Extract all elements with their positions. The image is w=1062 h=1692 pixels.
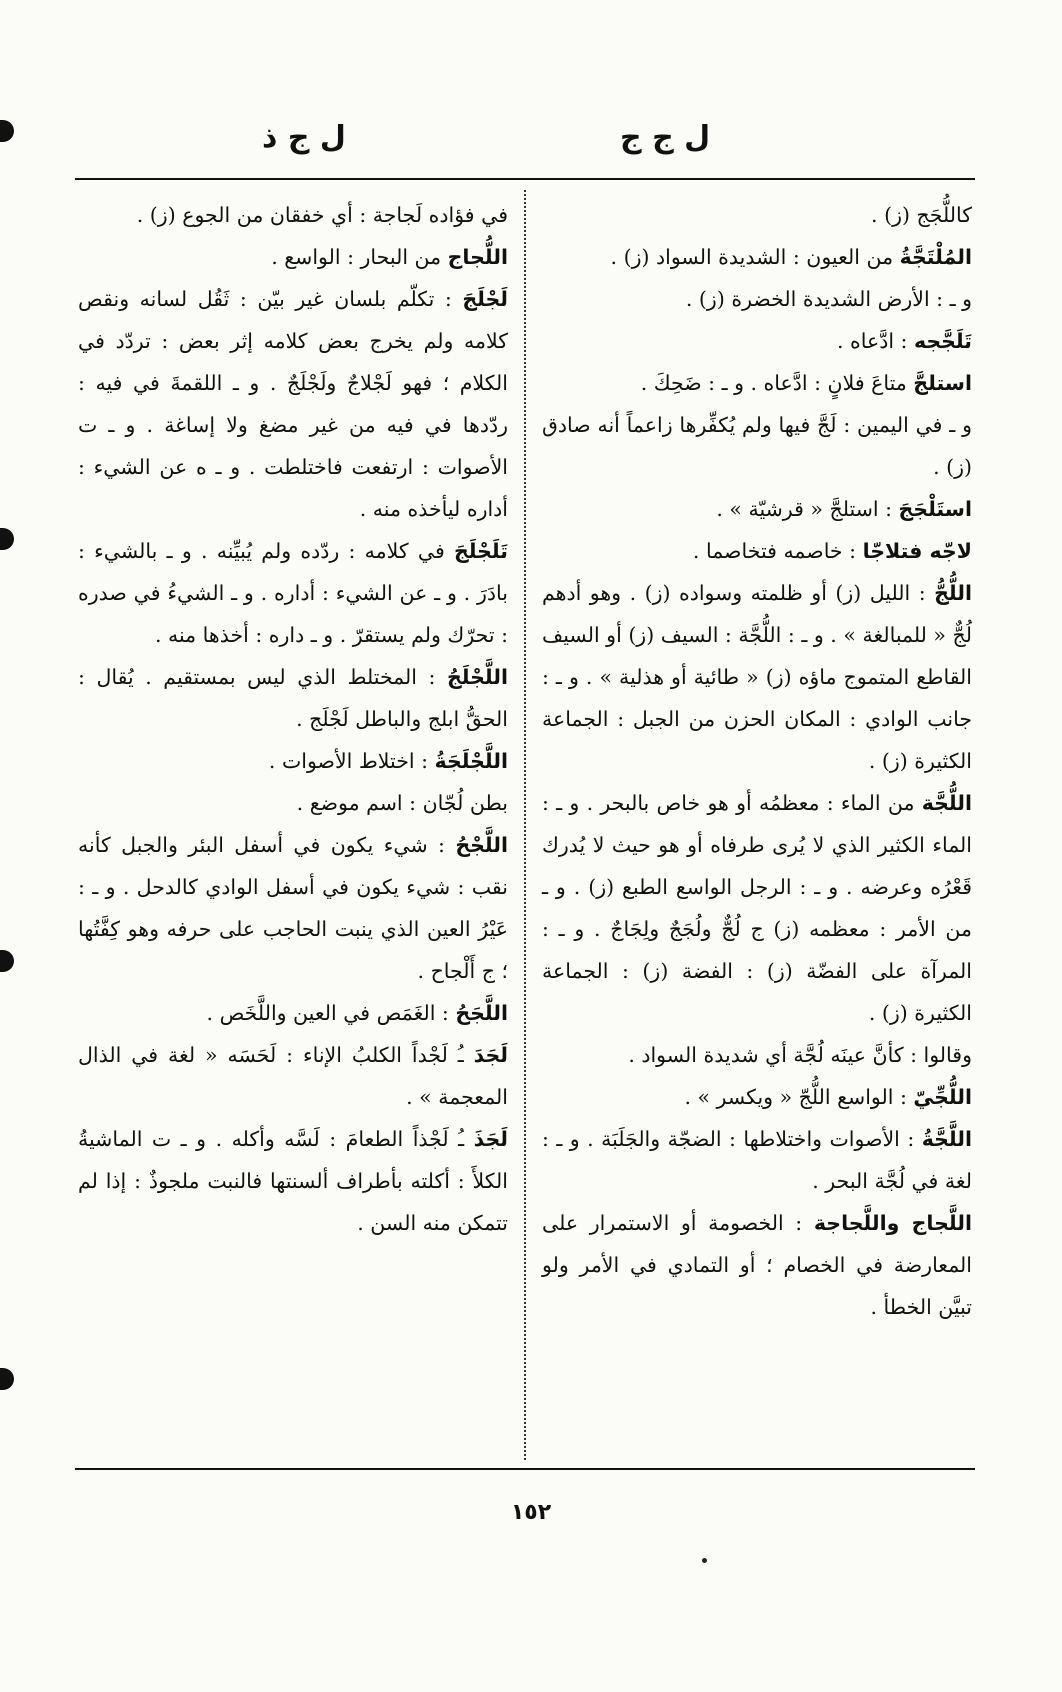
dictionary-entry bbox=[78, 1034, 508, 1118]
binding-hole-mark bbox=[0, 950, 14, 972]
dictionary-entry bbox=[542, 1076, 972, 1118]
left-column bbox=[78, 194, 508, 1244]
entry-definition: و ـ في اليمين : لَجَّ فيها ولم يُكفِّرها زاعماً أنه صادق (ز) . bbox=[542, 413, 972, 479]
dictionary-entry bbox=[78, 278, 508, 530]
entry-definition: : خاصمه فتخاصما . bbox=[692, 539, 863, 563]
entry-headword: اللَّجَّةُ bbox=[921, 1127, 972, 1151]
entry-headword: لَجَذَ bbox=[473, 1127, 508, 1151]
entry-headword: استَلْجَجَ bbox=[898, 497, 972, 521]
entry-definition: ـُ لَجْداً الكلبُ الإناء : لَحَسَه « لغة في الذال المعجمة » . bbox=[78, 1043, 508, 1109]
dictionary-entry bbox=[78, 530, 508, 656]
dictionary-entry bbox=[542, 572, 972, 782]
dictionary-entry bbox=[542, 194, 972, 236]
right-column bbox=[542, 194, 972, 1328]
binding-hole-mark bbox=[0, 120, 14, 142]
dictionary-entry bbox=[78, 992, 508, 1034]
dictionary-entry bbox=[78, 656, 508, 740]
entry-definition: من البحار : الواسع . bbox=[271, 245, 448, 269]
dictionary-entry bbox=[542, 362, 972, 404]
entry-definition: : تكلّم بلسان غير بيّن : ثَقُل لسانه ونقص كلامه ولم يخرج بعض كلامه إثر بعض : تردّد في الكلام ؛ فهو لَجْلاجٌ ولَجْلَجٌ . و ـ اللقمةَ في فيه : ردّدها في فيه من غير مضغ ولا إساغة . و ـ ت الأصوات : ارتفعت فاختلطت . و ـ ه عن الشيء : أداره ليأخذه منه . bbox=[78, 287, 508, 521]
entry-headword: اللُّجاج bbox=[447, 245, 508, 269]
dictionary-entry bbox=[78, 782, 508, 824]
stray-mark bbox=[702, 1558, 707, 1563]
entry-definition: : شيء يكون في أسفل البئر والجبل كأنه نقب : شيء يكون في أسفل الوادي كالدحل . و ـ : عَيْرُ العين الذي ينبت الحاجب على حرفه وهو كِفَّتُها ؛ ج أَلْجاح . bbox=[78, 833, 508, 983]
entry-definition: في فؤاده لَجاجة : أي خفقان من الجوع (ز) . bbox=[136, 203, 508, 227]
entry-headword: لَجْلَجَ bbox=[462, 287, 508, 311]
dictionary-entry bbox=[78, 740, 508, 782]
entry-definition: : المختلط الذي ليس بمستقيم . يُقال : الحقُّ ابلج والباطل لَجْلَج . bbox=[78, 665, 508, 731]
dictionary-entry bbox=[78, 194, 508, 236]
dictionary-entry bbox=[542, 236, 972, 278]
entry-definition: : الغَمَص في العين واللَّخَص . bbox=[206, 1001, 456, 1025]
dictionary-entry bbox=[542, 404, 972, 488]
entry-definition: و ـ : الأرض الشديدة الخضرة (ز) . bbox=[685, 287, 972, 311]
entry-headword: استلجَّ bbox=[913, 371, 972, 395]
entry-headword: اللَّجْلَجُ bbox=[446, 665, 508, 689]
entry-definition: : الأصوات واختلاطها : الضجّة والجَلَبَة . و ـ : لغة في لُجَّة البحر . bbox=[542, 1127, 972, 1193]
page-number: ١٥٢ bbox=[510, 1500, 552, 1525]
header-left: ل ج ذ bbox=[262, 120, 346, 155]
dictionary-entry bbox=[542, 320, 972, 362]
entry-definition: : الخصومة أو الاستمرار على المعارضة في الخصام ؛ أو التمادي في الأمر ولو تبيَّن الخطأ . bbox=[542, 1211, 972, 1319]
entry-definition: ـُ لَجْذاً الطعامَ : لَسَّه وأكله . و ـ ت الماشيةُ الكلأَ : أكلته بأطراف ألسنتها فالنبت ملجوذٌ : إذا لم تتمكن منه السن . bbox=[78, 1127, 508, 1235]
header-rule bbox=[75, 178, 975, 180]
dictionary-entry bbox=[78, 824, 508, 992]
entry-definition: : الواسع اللُّجّ « ويكسر » . bbox=[684, 1085, 914, 1109]
entry-headword: تَلَجَّجه bbox=[913, 329, 972, 353]
entry-definition: : استلجَّ « قرشيّة » . bbox=[716, 497, 899, 521]
entry-headword: اللُّجِّيّ bbox=[913, 1085, 972, 1109]
dictionary-entry bbox=[542, 530, 972, 572]
entry-definition: : الليل (ز) أو ظلمته وسواده (ز) . وهو أدهم لُجٌّ « للمبالغة » . و ـ : اللُّجَّة : السيف (ز) أو السيف القاطع المتموج ماؤه (ز) « طائية أو هذلية » . و ـ : جانب الوادي : المكان الحزن من الجبل : الجماعة الكثيرة (ز) . bbox=[542, 581, 972, 773]
entry-headword: اللَّجْحُ bbox=[455, 833, 508, 857]
entry-headword: اللُّجَّة bbox=[921, 791, 972, 815]
entry-definition: كاللُّجَج (ز) . bbox=[871, 203, 972, 227]
entry-headword: تَلَجْلَجَ bbox=[454, 539, 508, 563]
dictionary-entry bbox=[78, 1118, 508, 1244]
binding-hole-mark bbox=[0, 1368, 14, 1390]
entry-definition: بطن لُجّان : اسم موضع . bbox=[296, 791, 508, 815]
dictionary-entry bbox=[78, 236, 508, 278]
dictionary-entry bbox=[542, 1202, 972, 1328]
binding-hole-mark bbox=[0, 528, 14, 550]
entry-headword: اللَّجَحُ bbox=[455, 1001, 508, 1025]
entry-definition: وقالوا : كأنَّ عينَه لُجَّة أي شديدة السواد . bbox=[628, 1043, 972, 1067]
header-right: ل ج ج bbox=[620, 120, 711, 155]
dictionary-entry bbox=[542, 782, 972, 1034]
entry-definition: من العيون : الشديدة السواد (ز) . bbox=[610, 245, 900, 269]
dictionary-entry bbox=[542, 1034, 972, 1076]
entry-headword: اللَّجْلَجَةُ bbox=[434, 749, 508, 773]
entry-definition: : اختلاط الأصوات . bbox=[268, 749, 435, 773]
entry-headword: اللَّجاج واللَّجاجة bbox=[813, 1211, 972, 1235]
entry-definition: : ادَّعاه . bbox=[836, 329, 914, 353]
dictionary-entry bbox=[542, 488, 972, 530]
column-divider bbox=[524, 190, 526, 1460]
entry-definition: متاعَ فلانٍ : ادَّعاه . و ـ : ضَحِكَ . bbox=[640, 371, 914, 395]
dictionary-entry bbox=[542, 1118, 972, 1202]
entry-definition: في كلامه : ردّده ولم يُبيِّنه . و ـ بالشيء : بادَرَ . و ـ عن الشيء : أداره . و ـ الشيءُ في صدره : تحرّك ولم يستقرّ . و ـ داره : أخذها منه . bbox=[78, 539, 508, 647]
footer-rule bbox=[75, 1468, 975, 1470]
entry-headword: المُلْتَجَّةُ bbox=[899, 245, 972, 269]
entry-headword: لَجَدَ bbox=[473, 1043, 508, 1067]
entry-headword: اللُّجُّ bbox=[934, 581, 972, 605]
dictionary-entry bbox=[542, 278, 972, 320]
entry-definition: من الماء : معظمُه أو هو خاص بالبحر . و ـ : الماء الكثير الذي لا يُرى طرفاه أو هو حيث لا يُدرك قَعْرُه وعرضه . و ـ : الرجل الواسع الطبع (ز) . و ـ من الأمر : معظمه (ز) ج لُجٌّ ولُجَجٌ ولِجَاجٌ . و ـ : المرآة على الفضّة (ز) : الفضة (ز) : الجماعة الكثيرة (ز) . bbox=[542, 791, 972, 1025]
entry-headword: لاجّه فتلاجّا bbox=[862, 539, 972, 563]
